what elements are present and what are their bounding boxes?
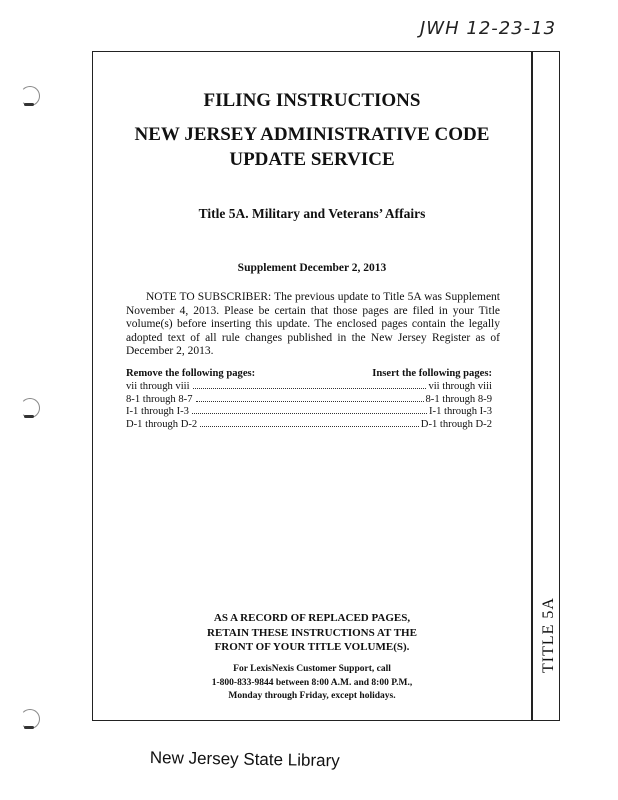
side-tab	[537, 575, 561, 695]
code-title-line-1: NEW JERSEY ADMINISTRATIVE CODE	[134, 124, 490, 145]
side-tab-divider	[531, 51, 533, 721]
binder-hole-middle	[20, 398, 40, 418]
remove-pages: D-1 through D-2	[126, 419, 198, 431]
insert-pages: 8-1 through 8-9	[425, 393, 492, 405]
title-subtitle: Title 5A. Military and Veterans’ Affairs	[198, 206, 426, 221]
retain-line-2: RETAIN THESE INSTRUCTIONS AT THE	[207, 626, 417, 639]
insert-header: Insert the following pages:	[372, 368, 492, 379]
code-title	[96, 122, 528, 172]
page-replacement-list	[126, 368, 492, 432]
remove-pages: vii through viii	[126, 380, 190, 392]
remove-pages: I-1 through I-3	[126, 406, 189, 418]
retain-instructions-notice	[96, 611, 528, 655]
side-tab-label: TITLE 5A	[540, 597, 558, 673]
page-list-header	[126, 368, 492, 381]
subscriber-note: NOTE TO SUBSCRIBER: The previous update to Title 5A was Supplement November 4, 2013. Please be certain that those pages are filed in your Title volume(s) before inserting this update. The enclosed pages contain the legally adopted text of all rule changes published in the New Jersey Register as of December 2, 2013.	[126, 291, 500, 358]
dot-leader	[200, 426, 419, 427]
list-item	[126, 406, 492, 419]
dot-leader	[193, 388, 427, 389]
remove-pages: 8-1 through 8-7	[126, 393, 193, 405]
remove-header: Remove the following pages:	[126, 368, 256, 379]
supplement-date: Supplement December 2, 2013	[237, 262, 387, 274]
list-item	[126, 419, 492, 432]
list-item	[126, 381, 492, 394]
insert-pages: D-1 through D-2	[420, 419, 492, 431]
customer-support-info	[96, 663, 528, 704]
library-stamp: New Jersey State Library	[149, 748, 340, 771]
list-item	[126, 394, 492, 407]
support-line-1: For LexisNexis Customer Support, call	[233, 664, 391, 674]
binder-hole-top	[20, 86, 40, 106]
support-line-3: Monday through Friday, except holidays.	[228, 691, 396, 701]
binder-hole-bottom	[20, 709, 40, 729]
support-line-2: 1-800-833-9844 between 8:00 A.M. and 8:00 P.M.,	[211, 677, 413, 688]
code-title-line-2: UPDATE SERVICE	[229, 149, 395, 170]
retain-line-3: FRONT OF YOUR TITLE VOLUME(S).	[214, 641, 410, 653]
page-title: FILING INSTRUCTIONS	[203, 90, 421, 111]
insert-pages: I-1 through I-3	[429, 406, 492, 418]
handwritten-initials-date: JWH 12-23-13	[420, 18, 557, 39]
dot-leader	[196, 401, 424, 402]
retain-line-1: AS A RECORD OF REPLACED PAGES,	[213, 612, 411, 624]
dot-leader	[192, 413, 427, 414]
insert-pages: vii through viii	[428, 380, 492, 392]
